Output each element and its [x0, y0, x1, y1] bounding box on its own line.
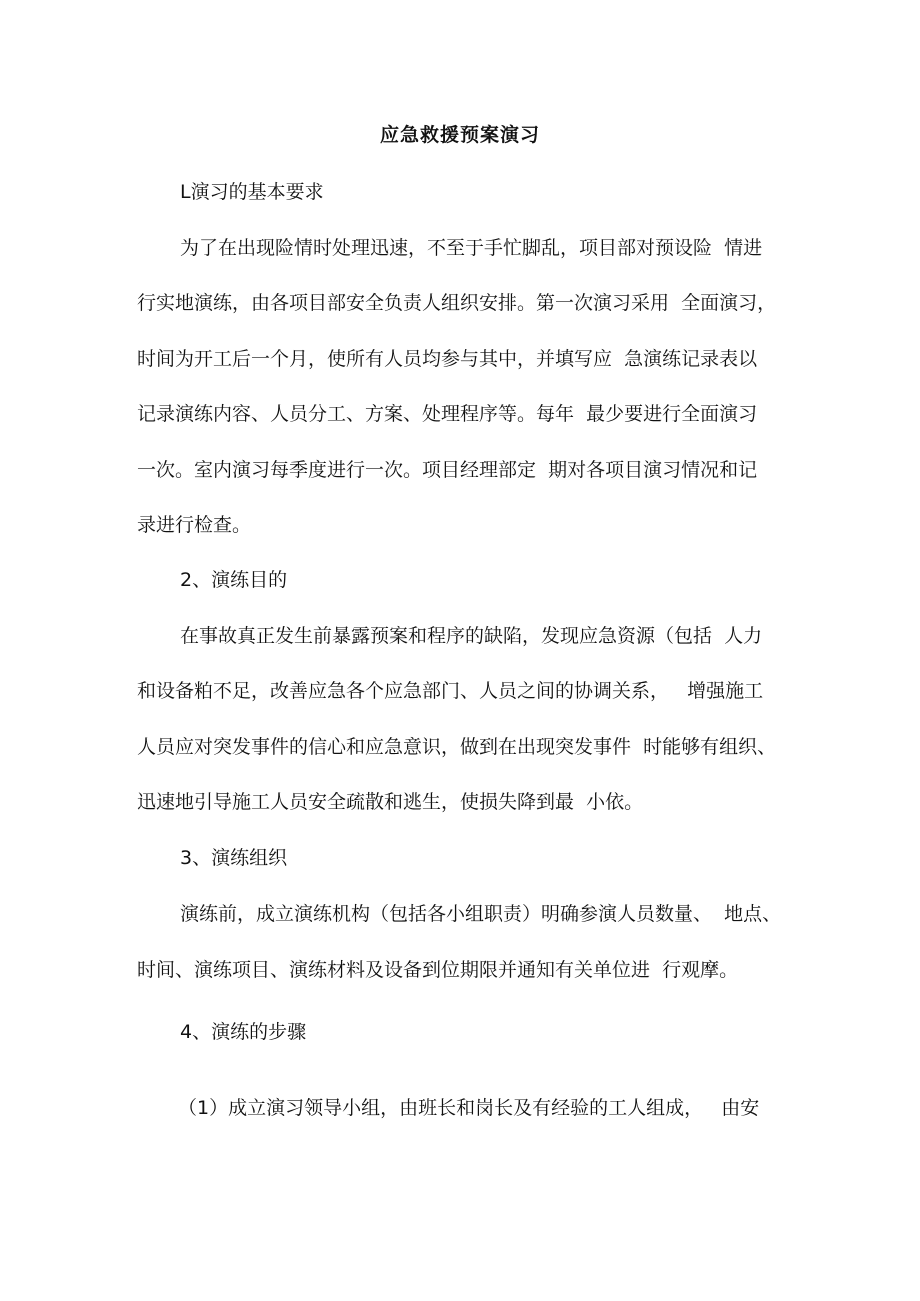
paragraph-line: 记录演练内容、人员分工、方案、处理程序等。每年 最少要进行全面演习 [137, 403, 758, 425]
paragraph-line: 录进行检查。 [137, 514, 252, 536]
paragraph-line: 行实地演练，由各项目部安全负责人组织安排。第一次演习采用 全面演习， [137, 292, 777, 314]
paragraph-line: （1）成立演习领导小组，由班长和岗长及有经验的工人组成， 由安 [178, 1097, 760, 1119]
paragraph-line: 为了在出现险情时处理迅速，不至于手忙脚乱，项目部对预设险 情进 [180, 237, 763, 259]
section-heading-2: 2、演练目的 [180, 569, 288, 591]
paragraph-line: 在事故真正发生前暴露预案和程序的缺陷，发现应急资源（包括 人力 [180, 625, 763, 647]
paragraph-line: 一次。室内演习每季度进行一次。项目经理部定 期对各项目演习情况和记 [137, 459, 758, 481]
paragraph-line: 演练前，成立演练机构（包括各小组职责）明确参演人员数量、 地点、 [180, 903, 782, 925]
section-heading-3: 3、演练组织 [180, 847, 288, 869]
paragraph-line: 时间、演练项目、演练材料及设备到位期限并通知有关单位进 行观摩。 [137, 959, 739, 981]
paragraph-line: 人员应对突发事件的信心和应急意识，做到在出现突发事件 时能够有组织、 [137, 736, 777, 758]
section-heading-1: L演习的基本要求 [180, 181, 324, 203]
section-heading-4: 4、演练的步骤 [180, 1021, 307, 1043]
document-title: 应急救援预案演习 [379, 124, 540, 146]
paragraph-line: 和设备粕不足，改善应急各个应急部门、人员之间的协调关系， 增强施工 [137, 680, 764, 702]
paragraph-line: 时间为开工后一个月，使所有人员均参与其中，并填写应 急演练记录表以 [137, 348, 758, 370]
paragraph-line: 迅速地引导施工人员安全疏散和逃生，使损失降到最 小依。 [137, 791, 644, 813]
